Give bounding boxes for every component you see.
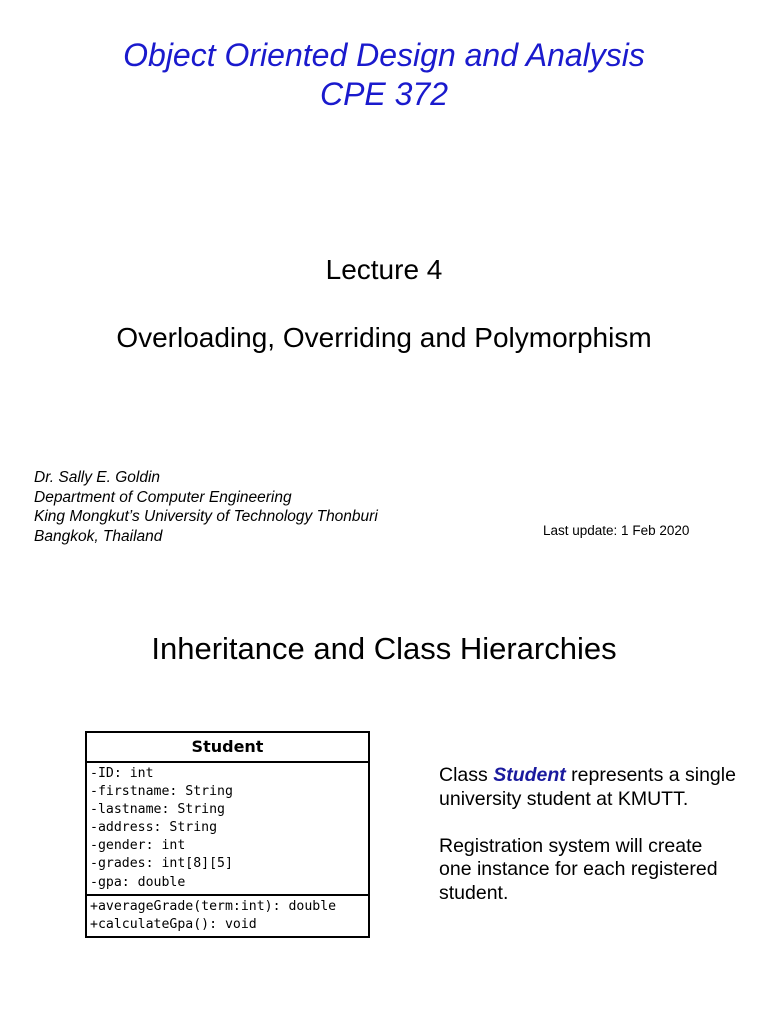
- last-update: Last update: 1 Feb 2020: [543, 523, 690, 538]
- slide-title: Inheritance and Class Hierarchies: [151, 631, 617, 666]
- lecture-subtitle: Overloading, Overriding and Polymorphism: [116, 322, 652, 353]
- course-title-line-1: Object Oriented Design and Analysis: [123, 37, 645, 73]
- author-location: Bangkok, Thailand: [34, 528, 163, 546]
- uml-attribute: -gender: int: [90, 838, 186, 854]
- slide-2: [0, 576, 768, 1024]
- lecture-number: Lecture 4: [325, 254, 443, 285]
- uml-class-name: Student: [87, 733, 368, 763]
- course-code: CPE 372: [319, 76, 449, 112]
- author-university: King Mongkut’s University of Technology Thonburi: [34, 508, 378, 526]
- class-description: [439, 764, 739, 906]
- class-name-emphasis: Student: [493, 764, 566, 786]
- uml-attributes: [87, 763, 368, 896]
- uml-method: +averageGrade(term:int): double: [90, 898, 337, 914]
- description-text: represents a single university student at KMUTT.: [439, 764, 736, 810]
- author-department: Department of Computer Engineering: [34, 488, 292, 506]
- description-paragraph-1: [439, 764, 739, 811]
- uml-method: +calculateGpa(): void: [90, 916, 257, 932]
- uml-attribute: -address: String: [90, 820, 218, 836]
- uml-methods: [87, 896, 368, 936]
- uml-attribute: -ID: int: [90, 766, 154, 781]
- uml-class-diagram: [85, 731, 370, 938]
- author-block: [34, 468, 378, 547]
- uml-attribute: -firstname: String: [90, 784, 233, 800]
- uml-attribute: -gpa: double: [90, 874, 186, 890]
- course-title: [0, 36, 768, 114]
- uml-attribute: -lastname: String: [90, 802, 225, 818]
- author-name: Dr. Sally E. Goldin: [34, 469, 161, 486]
- description-paragraph-2: Registration system will create one instance for each registered student.: [439, 834, 718, 904]
- description-text: Class: [439, 764, 494, 786]
- uml-attribute: -grades: int[8][5]: [90, 856, 233, 872]
